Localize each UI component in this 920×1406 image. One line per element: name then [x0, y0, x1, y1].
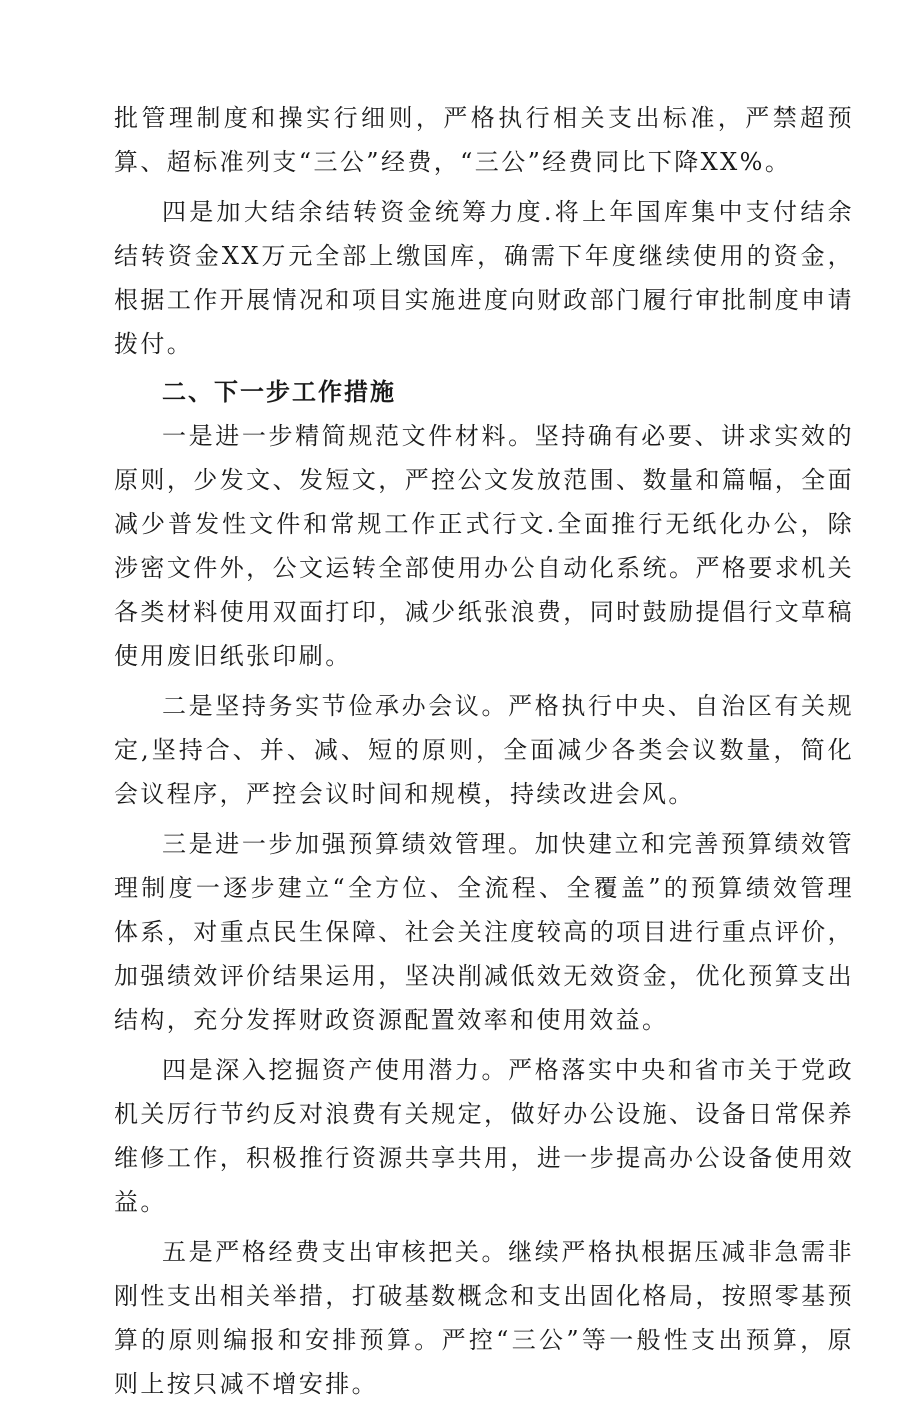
paragraph-measure-five: 五是严格经费支出审核把关。继续严格执根据压减非急需非刚性支出相关举措，打破基数概念和支出固化格局，按照零基预算的原则编报和安排预算。严控“三公”等一般性支出预算，原则上按只减不增安排。: [114, 1238, 854, 1398]
paragraph-measure-four: 四是深入挖掘资产使用潜力。严格落实中央和省市关于党政机关厉行节约反对浪费有关规定，做好办公设施、设备日常保养维修工作，积极推行资源共享共用，进一步提高办公设备使用效益。: [114, 1056, 854, 1216]
paragraph-continued: 批管理制度和操实行细则，严格执行相关支出标准，严禁超预算、超标准列支“三公”经费，“三公”经费同比下降XX%。: [114, 104, 854, 176]
document-page: [114, 96, 854, 1406]
paragraph-measure-one: 一是进一步精简规范文件材料。坚持确有必要、讲求实效的原则，少发文、发短文，严控公文发放范围、数量和篇幅，全面减少普发性文件和常规工作正式行文.全面推行无纸化办公，除涉密文件外，公文运转全部使用办公自动化系统。严格要求机关各类材料使用双面打印，减少纸张浪费，同时鼓励提倡行文草稿使用废旧纸张印刷。: [114, 422, 854, 670]
section-heading-next-steps: 二、下一步工作措施: [162, 378, 396, 406]
paragraph-measure-three: 三是进一步加强预算绩效管理。加快建立和完善预算绩效管理制度一逐步建立“全方位、全流程、全覆盖”的预算绩效管理体系，对重点民生保障、社会关注度较高的项目进行重点评价，加强绩效评价结果运用，坚决削减低效无效资金，优化预算支出结构，充分发挥财政资源配置效率和使用效益。: [114, 830, 854, 1034]
paragraph-measure-four-surplus-funds: 四是加大结余结转资金统筹力度.将上年国库集中支付结余结转资金XX万元全部上缴国库，确需下年度继续使用的资金，根据工作开展情况和项目实施进度向财政部门履行审批制度申请拨付。: [114, 198, 854, 358]
paragraph-measure-two: 二是坚持务实节俭承办会议。严格执行中央、自治区有关规定,坚持合、并、减、短的原则，全面减少各类会议数量，简化会议程序，严控会议时间和规模，持续改进会风。: [114, 692, 854, 808]
